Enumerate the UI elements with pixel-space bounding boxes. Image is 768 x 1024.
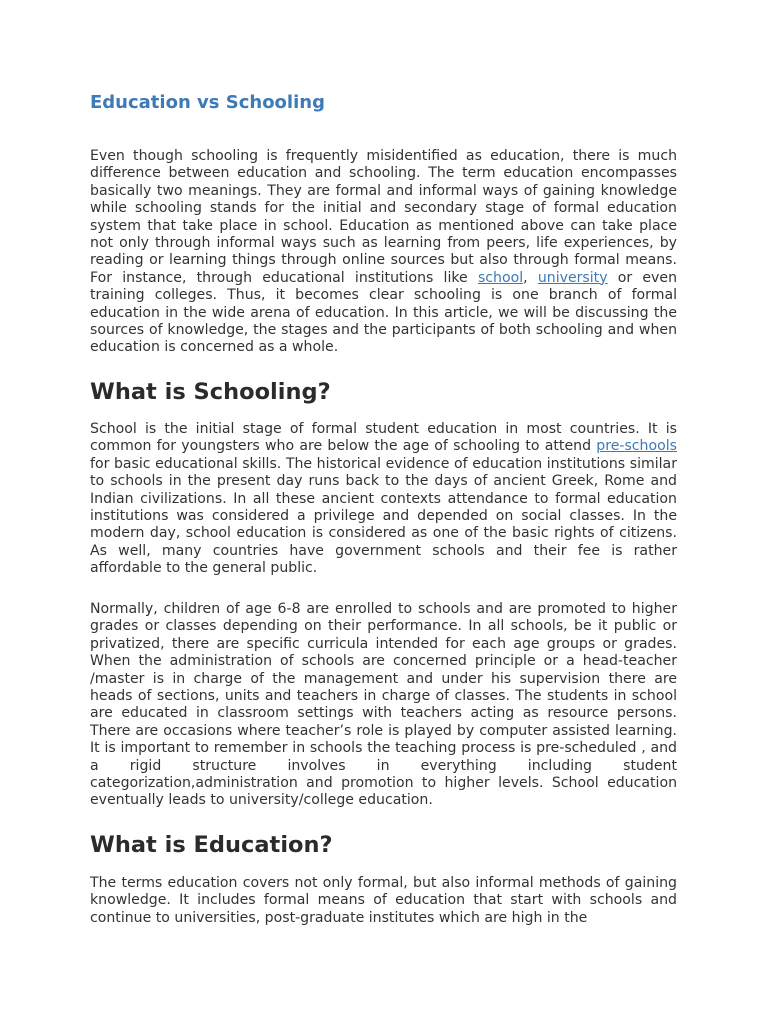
pre-schools-link[interactable]: pre-schools <box>596 438 677 455</box>
education-heading: What is Education? <box>90 832 333 858</box>
schooling-p1-text-end: for basic educational skills. The historical evidence of education institutions similar to schools in the present day runs back to the days of ancient Greek, Rome and Indian civilizations. In all these ancient contexts attendance to formal education institutions was considered a privilege and depended on social classes. In the modern day, school education is considered as one of the basic rights of citizens. As well, many countries have government schools and their fee is rather affordable to the general public. <box>90 455 677 577</box>
schooling-heading: What is Schooling? <box>90 379 331 405</box>
article-title: Education vs Schooling <box>90 92 325 113</box>
schooling-p1-text-start: School is the initial stage of formal student education in most countries. It is common for youngsters who are below the age of schooling to attend <box>90 421 677 455</box>
intro-paragraph <box>90 148 677 357</box>
school-link[interactable]: school <box>477 269 524 286</box>
intro-separator: , <box>523 269 538 286</box>
schooling-paragraph-2: Normally, children of age 6-8 are enrolled to schools and are promoted to higher grades or classes depending on their performance. In all schools, be it public or privatized, there are specific curricula intended for each age groups or grades. When the administration of schools are concerned principle or a head-teacher /master is in charge of the management and under his supervision there are heads of sections, units and teachers in charge of classes. The students in school are educated in classroom settings with teachers acting as resource persons. There are occasions where teacher’s role is played by computer assisted learning. It is important to remember in schools the teaching process is pre-scheduled , and a rigid structure involves in everything including student categorization,administration and promotion to higher levels. School education eventually leads to university/college education. <box>90 601 677 809</box>
intro-text-start: Even though schooling is frequently misidentified as education, there is much difference between education and schooling. The term education encompasses basically two meanings. They are formal and informal ways of gaining knowledge while schooling stands for the initial and secondary stage of formal education system that take place in school. Education as mentioned above can take place not only through informal ways such as learning from peers, life experiences, by reading or learning things through online sources but also through formal means. For instance, through educational institutions like <box>90 148 677 286</box>
education-paragraph-1: The terms education covers not only formal, but also informal methods of gaining knowledge. It includes formal means of education that start with schools and continue to universities, post-graduate institutes which are high in the <box>90 875 677 926</box>
university-link[interactable]: university <box>537 269 608 286</box>
intro-text-end: or even training colleges. Thus, it becomes clear schooling is one branch of formal education in the wide arena of education. In this article, we will be discussing the sources of knowledge, the stages and the participants of both schooling and when education is concerned as a whole. <box>90 269 678 356</box>
schooling-paragraph-1 <box>90 421 677 578</box>
